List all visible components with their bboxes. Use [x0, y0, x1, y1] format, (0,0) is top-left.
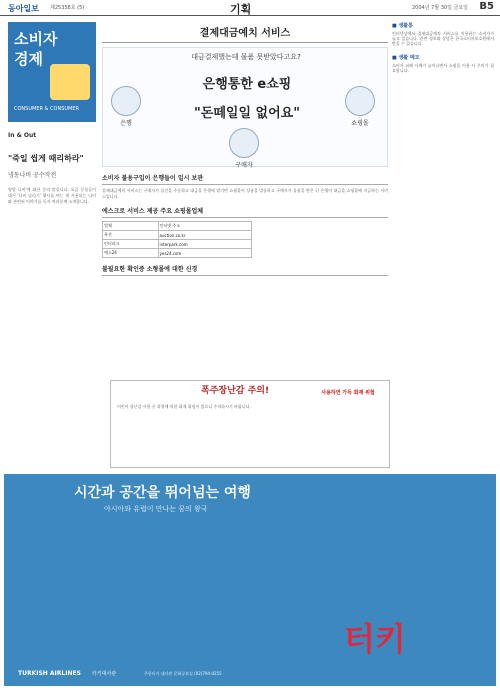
ad-title: 폭주장난감 주의! [201, 386, 270, 396]
feature-body: 결제대금예치 서비스는 구매자가 물건을 주문하고 대금을 은행에 맡기면 쇼핑몰이 상품을 발송하고 구매자가 물품을 받은 뒤 은행이 대금을 쇼핑몰에 지급하는 서비스입니다. [102, 188, 388, 199]
feature-title: 결제대금예치 서비스 [102, 22, 388, 43]
right-heading-1: ■ 생활통 [392, 23, 413, 29]
table-cell: 업체 [103, 222, 159, 231]
mall-label: 쇼핑몰 [351, 120, 369, 127]
right-body-1: 인터넷상에서 결제대금예치 서비스를 이용하는 소비자가 늘고 있습니다. 관련 정보와 상담은 한국소비자보호원에서 받을 수 있습니다. [392, 31, 494, 46]
in-out-label: In & Out [8, 132, 37, 139]
table-cell: 옥션 [103, 231, 159, 240]
table-row [103, 240, 252, 249]
buyer-node [229, 128, 259, 169]
left-headline-1: "죽일 씹게 때리하라" [8, 154, 84, 163]
mall-table [102, 221, 252, 258]
left-column [8, 22, 96, 492]
ad-body: 어린이 장난감 사용 중 과열에 의한 화재 위험이 있으니 주의하시기 바랍니다. [117, 404, 251, 409]
left-article-body: 영업 나비'에 대한 문의 많습니다. 요즘 동물들이 대거 '나비 날리기' 행사를 여는 데 사용되는 나비와 관련된 이야기를 독자 여러분께 소개합니다. [8, 187, 96, 204]
left-headline-2: 냉동나비 공수작전 [8, 172, 57, 179]
toy-warning-ad [110, 380, 390, 468]
consumer-title-2: 경제 [14, 50, 43, 68]
bank-icon [111, 86, 141, 116]
table-cell: 예스24 [103, 249, 159, 258]
table-row [103, 222, 252, 231]
right-heading-2: ■ 생활 메모 [392, 55, 420, 61]
issue-number: 제25358호 (5) [50, 5, 85, 11]
table-caption: 에스크로 서비스 제공 주요 쇼핑몰업체 [102, 206, 388, 218]
ad2-country: 터키 [344, 620, 406, 658]
buyer-icon [229, 128, 259, 158]
buyer-label: 구매자 [235, 162, 253, 169]
escrow-diagram [102, 47, 388, 167]
newspaper-logo: 동아일보 [8, 4, 39, 13]
ad2-organization: 터키대사관 [92, 671, 117, 677]
diagram-question: 대금결제했는데 물품 못받았다고요? [191, 53, 301, 61]
table-cell: interpark.com [158, 240, 251, 249]
table-cell: yes24.com [158, 249, 251, 258]
mall-icon [345, 86, 375, 116]
page-number: B5 [479, 1, 494, 12]
consumer-economy-box [8, 22, 96, 122]
feature2-title: 불필요한 확인증 소형몰에 대한 신경 [102, 264, 388, 276]
center-feature [102, 22, 388, 276]
diagram-headline-2: "돈떼일일 없어요" [194, 106, 300, 121]
ad-side-text: 사용하면 가득 화재 위험 [321, 390, 375, 396]
airline-name: TURKISH AIRLINES [18, 670, 81, 677]
consumer-caption: CONSUMER & CONSUMER [14, 106, 79, 112]
masthead [0, 0, 500, 16]
table-cell: 인터파크 [103, 240, 159, 249]
right-column [392, 22, 494, 73]
ad2-headline: 시간과 공간을 뛰어넘는 여행 [74, 485, 251, 501]
section-title: 기획 [230, 3, 252, 16]
table-cell: auction.co.kr [158, 231, 251, 240]
bank-node [111, 86, 141, 127]
feature-subtitle: 소비자 불용구입이 은행들이 일시 보관 [102, 173, 388, 185]
table-row [103, 231, 252, 240]
consumer-title-1: 소비자 [14, 30, 58, 48]
turkey-travel-ad [4, 474, 496, 686]
shopping-illustration [50, 64, 90, 100]
ad2-address: 주한터키 대사관 문화공보실 (02)794-0255 [144, 671, 222, 676]
right-body-2: 소비자 피해 사례가 늘어나면서 쇼핑몰 이용 시 주의가 필요합니다. [392, 63, 494, 73]
table-row [103, 249, 252, 258]
diagram-headline-1: 은행통한 e쇼핑 [202, 77, 292, 92]
mall-node [345, 86, 375, 127]
ad2-subheadline: 아시아와 유럽이 만나는 꿈의 왕국 [104, 505, 208, 513]
issue-date: 2004년 7월 30일 금요일 [411, 5, 468, 11]
table-cell: 인터넷 주소 [158, 222, 251, 231]
bank-label: 은행 [120, 120, 132, 127]
